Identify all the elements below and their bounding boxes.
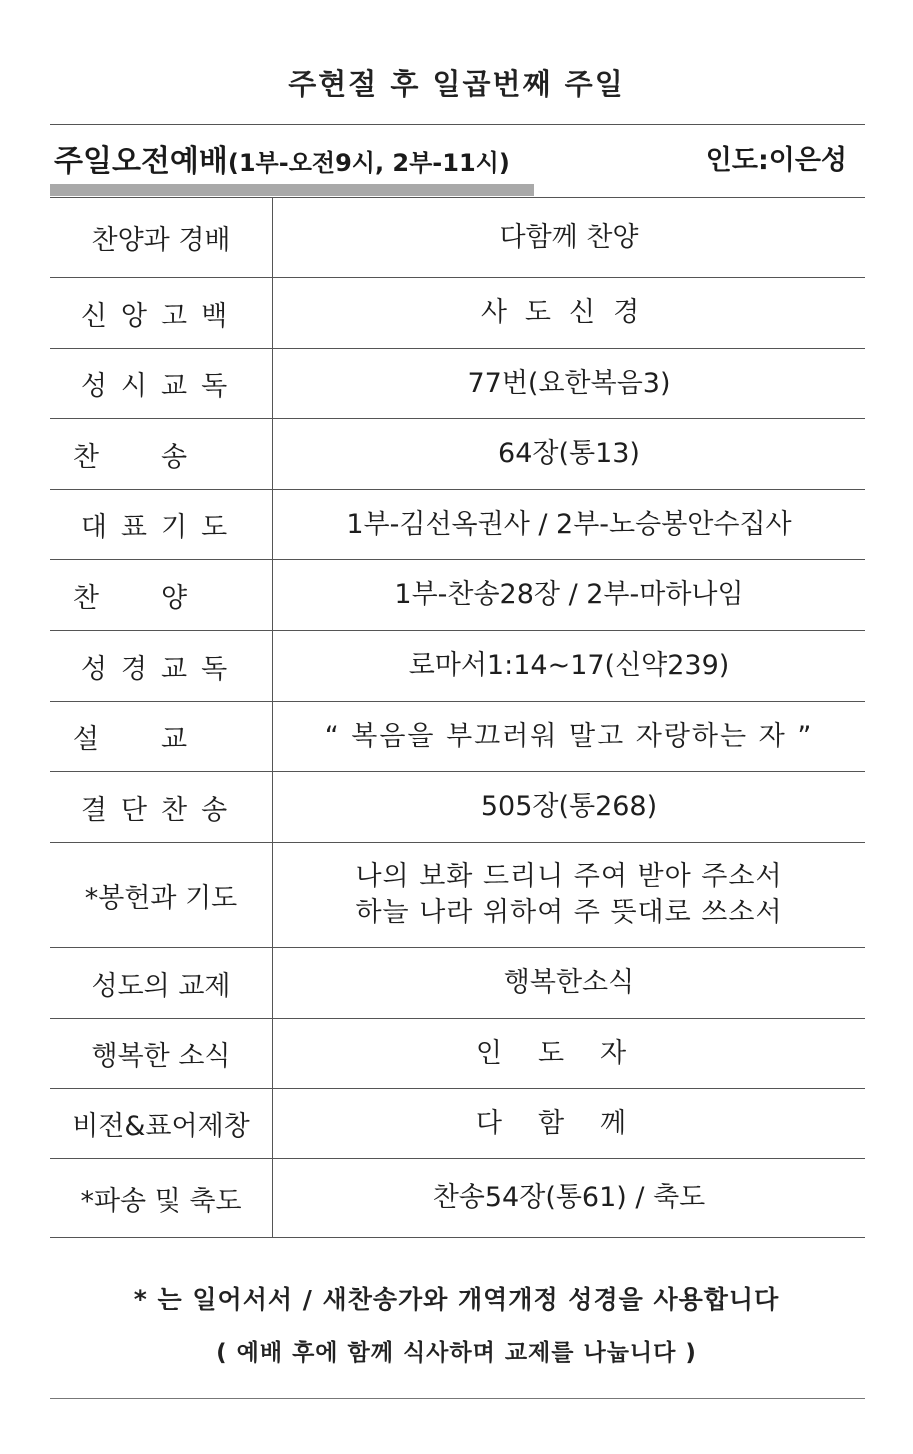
- table-row: [50, 631, 865, 702]
- item-label: *파송 및 축도: [50, 1159, 273, 1238]
- item-value: 로마서1:14~17(신약239): [273, 631, 866, 702]
- order-of-worship-table: [50, 197, 865, 1238]
- item-label: 찬송: [50, 419, 273, 490]
- table-row: [50, 1089, 865, 1159]
- table-row: [50, 198, 865, 278]
- table-row: [50, 843, 865, 948]
- item-value-multiline: [273, 843, 866, 948]
- offering-hymn-line-1: 나의 보화 드리니 주여 받아 주소서: [355, 861, 783, 892]
- table-row: [50, 349, 865, 419]
- table-row: [50, 490, 865, 560]
- top-divider: [50, 124, 865, 125]
- service-title: [54, 136, 510, 180]
- service-header: [50, 136, 865, 180]
- item-label: 행복한 소식: [50, 1019, 273, 1089]
- item-value: 행복한소식: [273, 948, 866, 1019]
- item-label: 성시교독: [50, 349, 273, 419]
- item-value: 1부-김선옥권사 / 2부-노승봉안수집사: [273, 490, 866, 560]
- service-times: (1부-오전9시, 2부-11시): [227, 149, 510, 177]
- item-label: 성도의 교제: [50, 948, 273, 1019]
- item-label: 신앙고백: [50, 278, 273, 349]
- item-label: 찬양과 경배: [50, 198, 273, 278]
- item-label: 설교: [50, 702, 273, 772]
- service-leader: 인도:이은성: [705, 145, 847, 176]
- item-value: 인도자: [273, 1019, 866, 1089]
- service-name: 주일오전예배: [54, 144, 228, 179]
- table-row: [50, 560, 865, 631]
- page-title: 주현절 후 일곱번째 주일: [288, 67, 625, 101]
- item-value: 찬송54장(통61) / 축도: [273, 1159, 866, 1238]
- item-value: 사도신경: [273, 278, 866, 349]
- item-value: 다함께: [273, 1089, 866, 1159]
- meal-note: ( 예배 후에 함께 식사하며 교제를 나눕니다 ): [216, 1340, 697, 1366]
- table-row: [50, 278, 865, 349]
- table-row: [50, 702, 865, 772]
- bottom-divider: [50, 1398, 865, 1399]
- item-value: 다함께 찬양: [273, 198, 866, 278]
- item-value: 64장(통13): [273, 419, 866, 490]
- table-row: [50, 948, 865, 1019]
- table-row: [50, 1019, 865, 1089]
- header-underline-bar: [50, 184, 534, 196]
- standing-note: * 는 일어서서 / 새찬송가와 개역개정 성경을 사용합니다: [133, 1285, 780, 1314]
- item-value: 1부-찬송28장 / 2부-마하나임: [273, 560, 866, 631]
- offering-hymn-line-2: 하늘 나라 위하여 주 뜻대로 쓰소서: [355, 897, 783, 928]
- item-value: 77번(요한복음3): [273, 349, 866, 419]
- item-label: *봉헌과 기도: [50, 843, 273, 948]
- item-label: 결단찬송: [50, 772, 273, 843]
- item-label: 성경교독: [50, 631, 273, 702]
- table-row: [50, 419, 865, 490]
- item-value: 505장(통268): [273, 772, 866, 843]
- item-label: 찬양: [50, 560, 273, 631]
- table-row: [50, 772, 865, 843]
- item-value: “ 복음을 부끄러워 말고 자랑하는 자 ”: [273, 702, 866, 772]
- table-row: [50, 1159, 865, 1238]
- item-label: 대표기도: [50, 490, 273, 560]
- item-label: 비전&표어제창: [50, 1089, 273, 1159]
